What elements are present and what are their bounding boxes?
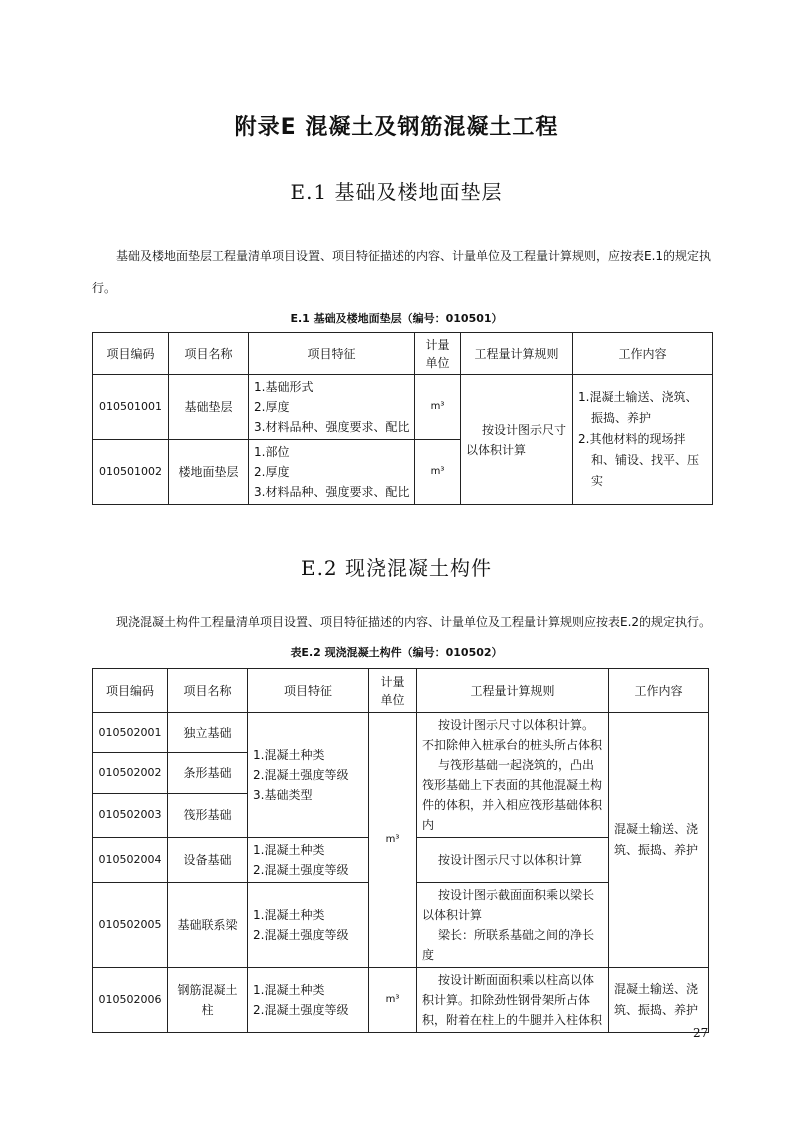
- calc-rule: [417, 883, 609, 968]
- work-content: [609, 713, 709, 968]
- feature-line: 1.混凝土种类: [253, 843, 325, 857]
- work-content: [573, 375, 713, 505]
- item-features: [248, 838, 369, 883]
- item-features: [248, 883, 369, 968]
- rule-text: 按设计图示尺寸以体积计算。不扣除伸入桩承台的桩头所占体积: [422, 718, 603, 752]
- feature-line: 1.混凝土种类: [253, 908, 325, 922]
- header-code: 项目编码: [93, 669, 168, 713]
- work-line: 1.混凝土输送、浇筑、振捣、养护: [578, 390, 698, 425]
- feature-line: 2.混凝土强度等级: [253, 928, 349, 942]
- rule-text: 按设计图示截面面积乘以梁长以体积计算: [422, 888, 595, 922]
- header-features: 项目特征: [248, 669, 369, 713]
- work-line: 2.其他材料的现场拌和、铺设、找平、压实: [578, 432, 700, 488]
- table-caption-e1: E.1 基础及楼地面垫层（编号：010501）: [290, 312, 503, 325]
- item-features: [248, 968, 369, 1033]
- section-intro-e1: 基础及楼地面垫层工程量清单项目设置、项目特征描述的内容、计量单位及工程量计算规则，应按表E.1的规定执行。: [92, 249, 712, 295]
- work-content: [609, 968, 709, 1033]
- page-number: 27: [693, 1026, 709, 1040]
- item-name: 基础联系梁: [168, 883, 248, 968]
- table-header-row: [93, 669, 709, 713]
- header-features: 项目特征: [249, 333, 415, 375]
- header-name: 项目名称: [168, 669, 248, 713]
- item-code: 010502001: [93, 713, 168, 753]
- rule-text: 按设计图示尺寸以体积计算: [466, 422, 567, 457]
- feature-line: 1.混凝土种类: [253, 983, 325, 997]
- header-code: 项目编码: [93, 333, 169, 375]
- feature-line: 2.厚度: [254, 465, 290, 479]
- section-intro-e2: 现浇混凝土构件工程量清单项目设置、项目特征描述的内容、计量单位及工程量计算规则应按表E.2的规定执行。: [116, 615, 712, 629]
- feature-line: 3.材料品种、强度要求、配比: [254, 420, 410, 434]
- item-features: [249, 375, 415, 440]
- calc-rule: [417, 713, 609, 838]
- header-rule: 工程量计算规则: [417, 669, 609, 713]
- table-caption-e2: 表E.2 现浇混凝土构件（编号：010502）: [290, 646, 503, 659]
- feature-line: 1.混凝土种类: [253, 748, 325, 762]
- item-features: [249, 440, 415, 505]
- item-unit: m³: [415, 440, 461, 505]
- section-title-e1: E.1 基础及楼地面垫层: [290, 180, 503, 204]
- rule-text: 与筏形基础一起浇筑的，凸出筏形基础上下表面的其他混凝土构件的体积，并入相应筏形基础体积内: [422, 758, 603, 832]
- item-features: [248, 713, 369, 838]
- table-row: [93, 375, 713, 440]
- page-title: 附录E 混凝土及钢筋混凝土工程: [234, 115, 559, 140]
- item-code: 010502005: [93, 883, 168, 968]
- item-name: 基础垫层: [169, 375, 249, 440]
- work-text: 混凝土输送、浇筑、振捣、养护: [614, 822, 699, 857]
- feature-line: 2.混凝土强度等级: [253, 1003, 349, 1017]
- item-name: 筏形基础: [168, 793, 248, 837]
- item-unit: m³: [369, 713, 417, 968]
- table-header-row: [93, 333, 713, 375]
- feature-line: 3.基础类型: [253, 788, 313, 802]
- item-code: 010501002: [93, 440, 169, 505]
- header-unit: 计量单位: [369, 669, 417, 713]
- calc-rule: [417, 968, 609, 1033]
- rule-text: 按设计断面面积乘以柱高以体积计算。扣除劲性钢骨架所占体积，附着在柱上的牛腿并入柱体积: [422, 973, 603, 1027]
- item-name: 楼地面垫层: [169, 440, 249, 505]
- item-code: 010502006: [93, 968, 168, 1033]
- feature-line: 1.基础形式: [254, 380, 314, 394]
- item-name: 条形基础: [168, 753, 248, 793]
- item-name: 独立基础: [168, 713, 248, 753]
- header-work: 工作内容: [573, 333, 713, 375]
- header-work: 工作内容: [609, 669, 709, 713]
- table-e2: [92, 668, 709, 1033]
- item-code: 010502002: [93, 753, 168, 793]
- item-name: 设备基础: [168, 838, 248, 883]
- table-row: [93, 713, 709, 753]
- feature-line: 1.部位: [254, 445, 290, 459]
- work-text: 混凝土输送、浇筑、振捣、养护: [614, 982, 699, 1017]
- calc-rule: [417, 838, 609, 883]
- feature-line: 2.厚度: [254, 400, 290, 414]
- item-code: 010502004: [93, 838, 168, 883]
- item-code: 010502003: [93, 793, 168, 837]
- rule-text: 梁长：所联系基础之间的净长度: [422, 928, 595, 962]
- rule-text: 按设计图示尺寸以体积计算: [438, 853, 583, 867]
- header-rule: 工程量计算规则: [461, 333, 573, 375]
- item-name: 钢筋混凝土柱: [168, 968, 248, 1033]
- header-name: 项目名称: [169, 333, 249, 375]
- item-unit: m³: [369, 968, 417, 1033]
- item-code: 010501001: [93, 375, 169, 440]
- calc-rule: [461, 375, 573, 505]
- table-row: [93, 968, 709, 1033]
- item-unit: m³: [415, 375, 461, 440]
- feature-line: 3.材料品种、强度要求、配比: [254, 485, 410, 499]
- feature-line: 2.混凝土强度等级: [253, 863, 349, 877]
- header-unit: 计量单位: [415, 333, 461, 375]
- feature-line: 2.混凝土强度等级: [253, 768, 349, 782]
- table-e1: [92, 332, 713, 505]
- section-title-e2: E.2 现浇混凝土构件: [300, 556, 493, 580]
